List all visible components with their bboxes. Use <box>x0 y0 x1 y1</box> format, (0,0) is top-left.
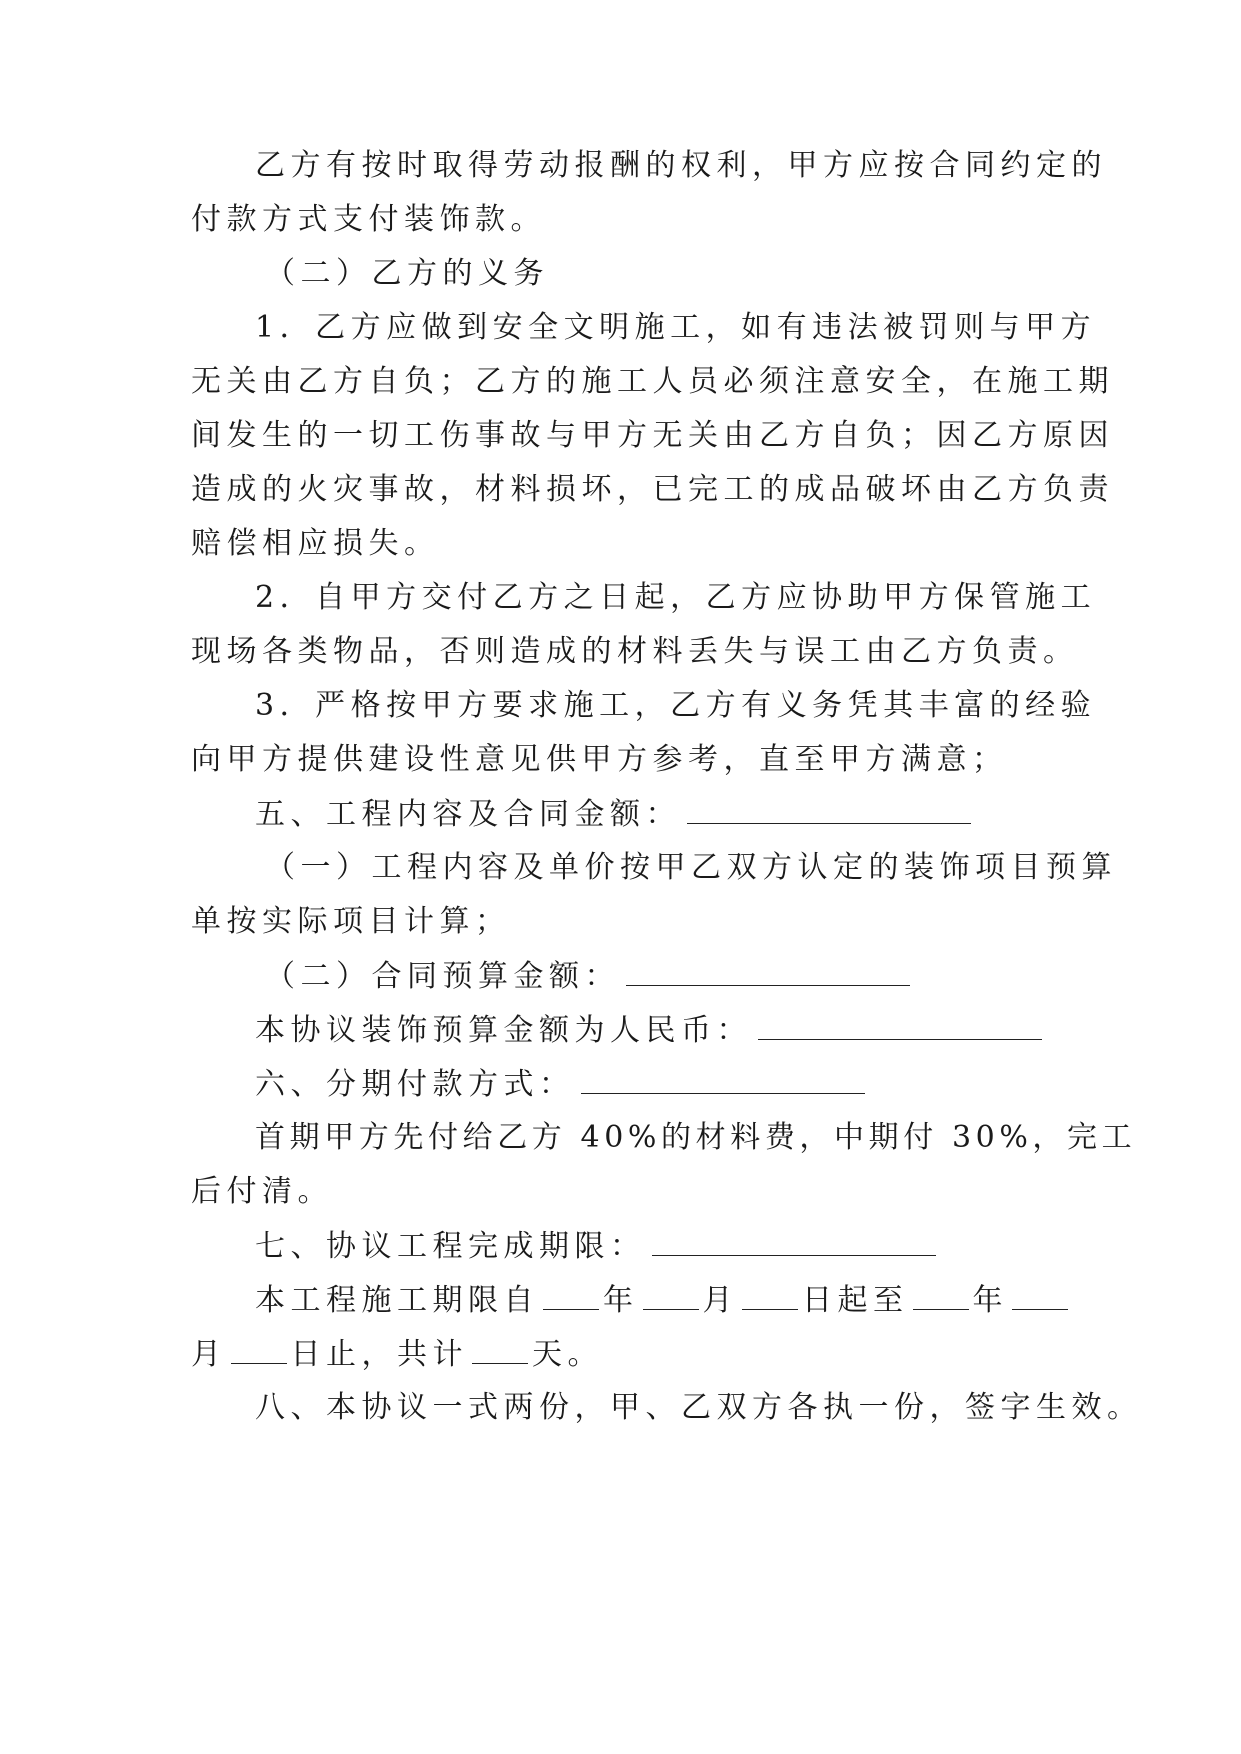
field-line <box>265 961 1055 992</box>
term-text: 日止，共计 <box>290 1337 468 1372</box>
text-line: 向甲方提供建设性意见供甲方参考，直至甲方满意； <box>191 742 1008 777</box>
blank-underline <box>913 1285 969 1310</box>
term-text: 年 <box>603 1283 639 1318</box>
text-line: 现场各类物品，否则造成的材料丢失与误工由乙方负责。 <box>191 634 1079 669</box>
term-text: 日起至 <box>802 1283 909 1318</box>
field-label: （二）合同预算金额： <box>265 959 620 994</box>
blank-underline <box>581 1069 865 1094</box>
term-text: 年 <box>972 1283 1008 1318</box>
term-line <box>255 1285 1055 1316</box>
text-line: 3．严格按甲方要求施工，乙方有义务凭其丰富的经验 <box>255 688 1097 723</box>
section-heading: （二）乙方的义务 <box>265 256 549 291</box>
text-line: 八、本协议一式两份，甲、乙双方各执一份，签字生效。 <box>255 1390 1143 1425</box>
text-line: 首期甲方先付给乙方 40%的材料费，中期付 30%，完工 <box>255 1120 1137 1155</box>
section-heading: 五、工程内容及合同金额： <box>255 797 681 832</box>
field-label: 本协议装饰预算金额为人民币： <box>255 1013 752 1048</box>
section-heading-line <box>255 1231 1055 1262</box>
text-line: （一）工程内容及单价按甲乙双方认定的装饰项目预算 <box>265 850 1117 885</box>
text-line: 2．自甲方交付乙方之日起，乙方应协助甲方保管施工 <box>255 580 1097 615</box>
field-line <box>255 1015 1055 1046</box>
text-line: 单按实际项目计算； <box>191 904 511 939</box>
blank-underline <box>687 799 971 824</box>
blank-underline <box>231 1339 287 1364</box>
blank-underline <box>543 1285 599 1310</box>
section-heading: 六、分期付款方式： <box>255 1067 575 1102</box>
blank-underline <box>652 1231 936 1256</box>
section-heading-line <box>255 799 1055 830</box>
text-line: 后付清。 <box>191 1174 333 1209</box>
blank-underline <box>1012 1285 1068 1310</box>
section-heading-line <box>255 1069 1055 1100</box>
text-line: 造成的火灾事故，材料损坏，已完工的成品破坏由乙方负责 <box>191 472 1114 507</box>
blank-underline <box>758 1015 1042 1040</box>
text-line: 乙方有按时取得劳动报酬的权利，甲方应按合同约定的 <box>255 148 1107 183</box>
term-line <box>191 1339 1051 1370</box>
text-line: 无关由乙方自负；乙方的施工人员必须注意安全，在施工期 <box>191 364 1114 399</box>
text-line: 付款方式支付装饰款。 <box>191 202 546 237</box>
section-heading: 七、协议工程完成期限： <box>255 1229 646 1264</box>
blank-underline <box>626 961 910 986</box>
term-text: 天。 <box>532 1337 603 1372</box>
text-line: 间发生的一切工伤事故与甲方无关由乙方自负；因乙方原因 <box>191 418 1114 453</box>
blank-underline <box>643 1285 699 1310</box>
blank-underline <box>472 1339 528 1364</box>
text-line: 1．乙方应做到安全文明施工，如有违法被罚则与甲方 <box>255 310 1097 345</box>
term-text: 本工程施工期限自 <box>255 1283 539 1318</box>
term-text: 月 <box>702 1283 738 1318</box>
text-line: 赔偿相应损失。 <box>191 526 440 561</box>
blank-underline <box>742 1285 798 1310</box>
term-text: 月 <box>191 1337 227 1372</box>
